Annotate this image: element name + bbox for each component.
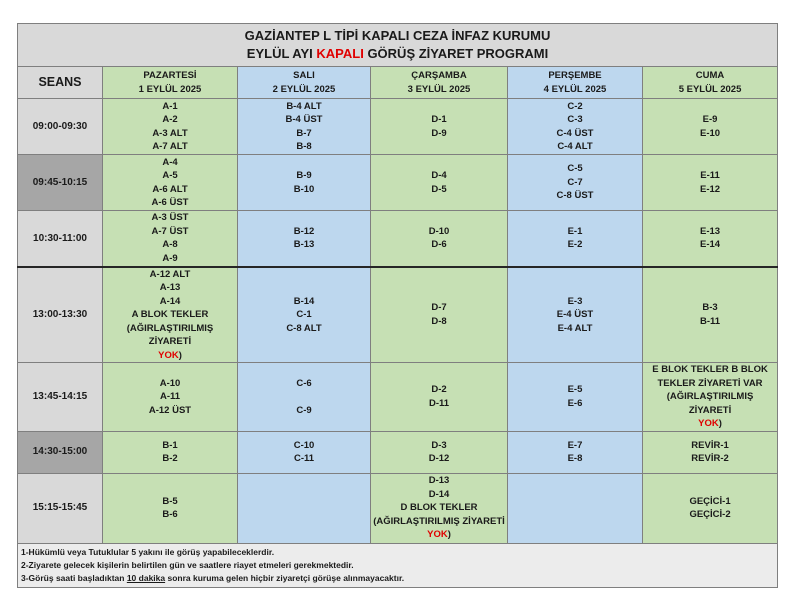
- schedule-cell-tuesday: [238, 473, 371, 543]
- schedule-cell-friday: [643, 267, 778, 363]
- block-entry: E-12: [699, 183, 721, 195]
- block-entry: B-13: [293, 239, 315, 251]
- block-entry: A-13: [159, 282, 181, 293]
- schedule-cell-thursday: [508, 267, 643, 363]
- block-entry: D-5: [431, 183, 447, 195]
- block-entry: E-4 ALT: [557, 322, 593, 334]
- schedule-row: [18, 431, 778, 473]
- block-entry: C-11: [293, 453, 315, 464]
- block-entry: A-14: [159, 295, 181, 307]
- block-entry: (AĞIRLAŞTIRILMIŞ ZİYARETİ: [666, 391, 754, 416]
- schedule-cell-tuesday: [238, 155, 371, 211]
- block-entry: C-5: [567, 163, 583, 175]
- block-entry: D-3: [431, 439, 447, 451]
- title-line-2: EYLÜL AYI KAPALI GÖRÜŞ ZİYARET PROGRAMI: [246, 46, 549, 61]
- schedule-cell-wednesday: [371, 431, 508, 473]
- schedule-cell-thursday: [508, 155, 643, 211]
- block-entry: A-1: [162, 100, 178, 112]
- block-entry: A BLOK TEKLER: [131, 309, 209, 320]
- schedule-cell-wednesday: [371, 211, 508, 267]
- block-entry: C-8 ALT: [286, 322, 322, 334]
- time-slot: 14:30-15:00: [18, 431, 103, 473]
- block-entry: E-14: [699, 239, 721, 251]
- block-entry: B-4 ALT: [286, 100, 322, 112]
- schedule-cell-monday: [103, 431, 238, 473]
- schedule-cell-tuesday: [238, 267, 371, 363]
- schedule-cell-friday: [643, 155, 778, 211]
- schedule-cell-wednesday: [371, 473, 508, 543]
- schedule-row: [18, 267, 778, 363]
- block-entry: B-8: [296, 141, 312, 152]
- schedule-cell-tuesday: [238, 431, 371, 473]
- day-header-thursday: PERŞEMBE 4 EYLÜL 2025: [508, 67, 643, 99]
- schedule-row: [18, 99, 778, 155]
- no-visit-note: YOK): [158, 349, 182, 361]
- block-entry: E-11: [700, 170, 720, 181]
- block-entry: B-2: [162, 453, 178, 464]
- block-entry: B-12: [293, 225, 315, 237]
- schedule-cell-monday: [103, 473, 238, 543]
- schedule-cell-monday: [103, 211, 238, 267]
- block-entry: A-11: [159, 391, 181, 402]
- notes-row: [18, 543, 778, 587]
- block-entry: (AĞIRLAŞTIRILMIŞ ZİYARETİ: [126, 322, 214, 347]
- block-entry: E-3: [567, 295, 583, 307]
- block-entry: D-14: [428, 488, 450, 500]
- schedule-cell-monday: [103, 267, 238, 363]
- note-2: 2-Ziyarete gelecek kişilerin belirtilen gün ve saatlere riayet etmeleri gerekmektedir.: [21, 559, 354, 570]
- block-entry: E-2: [567, 239, 583, 251]
- block-entry: E BLOK TEKLER B BLOK: [652, 364, 768, 375]
- schedule-row: [18, 363, 778, 432]
- block-entry: C-7: [567, 176, 583, 188]
- time-slot: 10:30-11:00: [18, 211, 103, 267]
- note-1: 1-Hükümlü veya Tutuklular 5 yakını ile görüş yapabileceklerdir.: [21, 546, 275, 557]
- schedule-cell-tuesday: [238, 211, 371, 267]
- block-entry: A-3 ALT: [152, 127, 188, 139]
- block-entry: A-5: [162, 170, 178, 181]
- block-entry: C-3: [567, 114, 583, 125]
- time-slot: 13:45-14:15: [18, 363, 103, 432]
- block-entry: D-10: [428, 225, 450, 237]
- block-entry: A-2: [162, 114, 178, 125]
- block-entry: A-4: [162, 156, 178, 168]
- ten-minutes: 10 dakika: [126, 572, 166, 583]
- day-header-monday: PAZARTESİ 1 EYLÜL 2025: [103, 67, 238, 99]
- block-entry: D-8: [431, 315, 447, 327]
- block-entry: C-10: [293, 439, 315, 451]
- block-entry: TEKLER ZİYARETİ VAR: [657, 377, 763, 389]
- schedule-cell-thursday: [508, 473, 643, 543]
- schedule-cell-monday: [103, 363, 238, 432]
- block-entry: A-6 ALT: [152, 183, 188, 195]
- note-3: 3-Görüş saati başladıktan 10 dakika sonra kuruma gelen hiçbir ziyaretçi görüşe alınmayacaktır.: [21, 572, 405, 583]
- block-entry: REVİR-2: [691, 453, 729, 464]
- block-entry: E-7: [567, 439, 583, 451]
- no-visit-red-text: YOK: [158, 349, 179, 361]
- time-slot: 15:15-15:45: [18, 473, 103, 543]
- day-header-wednesday: ÇARŞAMBA 3 EYLÜL 2025: [371, 67, 508, 99]
- block-entry: B-9: [296, 170, 312, 181]
- schedule-row: [18, 155, 778, 211]
- time-slot: 13:00-13:30: [18, 267, 103, 363]
- schedule-cell-thursday: [508, 99, 643, 155]
- block-entry: D-6: [431, 239, 447, 251]
- schedule-row: [18, 473, 778, 543]
- block-entry: B-1: [162, 439, 178, 451]
- schedule-cell-friday: [643, 99, 778, 155]
- block-entry: E-1: [567, 225, 583, 237]
- block-entry: B-6: [162, 509, 178, 520]
- block-entry: E-8: [567, 453, 583, 464]
- block-entry: D-2: [431, 384, 447, 396]
- schedule-cell-friday: [643, 211, 778, 267]
- no-visit-red-text: YOK: [698, 418, 719, 429]
- block-entry: E-9: [702, 114, 718, 125]
- header-row: [18, 67, 778, 99]
- block-entry: B-7: [296, 127, 312, 139]
- block-entry: B-14: [293, 295, 315, 307]
- block-entry: C-9: [296, 404, 312, 416]
- block-entry: D-1: [431, 114, 447, 125]
- block-entry: D-11: [428, 397, 450, 409]
- block-entry: (AĞIRLAŞTIRILMIŞ ZİYARETİ: [373, 515, 505, 527]
- no-visit-note: YOK): [698, 418, 722, 429]
- day-header-tuesday: SALI 2 EYLÜL 2025: [238, 67, 371, 99]
- block-entry: C-4 ÜST: [556, 127, 594, 139]
- block-entry: C-2: [567, 100, 583, 112]
- block-entry: C-8 ÜST: [556, 190, 594, 202]
- page-title: [18, 24, 778, 67]
- time-slot: 09:45-10:15: [18, 155, 103, 211]
- block-entry: A-7 ALT: [152, 141, 188, 152]
- block-entry: C-4 ALT: [557, 141, 593, 152]
- block-entry: GEÇİCİ-1: [689, 495, 731, 507]
- seans-header: SEANS: [18, 67, 103, 99]
- schedule-cell-friday: [643, 431, 778, 473]
- block-entry: A-3 ÜST: [151, 212, 189, 224]
- block-entry: C-6: [296, 377, 312, 389]
- block-entry: A-6 ÜST: [151, 197, 189, 208]
- block-entry: B-3: [702, 302, 718, 314]
- block-entry: E-6: [567, 397, 583, 409]
- closed-highlight: KAPALI: [316, 46, 364, 61]
- schedule-cell-wednesday: [371, 267, 508, 363]
- title-line-1: GAZİANTEP L TİPİ KAPALI CEZA İNFAZ KURUMU: [244, 28, 551, 43]
- block-entry: B-5: [162, 495, 178, 507]
- block-entry: D-7: [431, 302, 447, 314]
- schedule-cell-tuesday: [238, 363, 371, 432]
- schedule-cell-thursday: [508, 363, 643, 432]
- block-entry: A-12 ALT: [149, 268, 191, 280]
- block-entry: D-4: [431, 170, 447, 181]
- schedule-cell-thursday: [508, 211, 643, 267]
- block-entry: C-1: [296, 309, 312, 320]
- block-entry: D BLOK TEKLER: [400, 502, 478, 514]
- block-entry: D-12: [428, 453, 450, 464]
- schedule-cell-monday: [103, 99, 238, 155]
- block-entry: A-10: [159, 377, 181, 389]
- block-entry: GEÇİCİ-2: [689, 509, 731, 520]
- block-entry: A-7 ÜST: [151, 225, 189, 237]
- schedule-cell-wednesday: [371, 363, 508, 432]
- schedule-cell-monday: [103, 155, 238, 211]
- block-entry: A-9: [162, 252, 178, 264]
- day-header-friday: CUMA 5 EYLÜL 2025: [643, 67, 778, 99]
- schedule-cell-tuesday: [238, 99, 371, 155]
- block-entry: B-11: [699, 315, 721, 327]
- block-entry: B-4 ÜST: [285, 114, 323, 125]
- block-entry: E-13: [699, 225, 721, 237]
- block-entry: D-9: [431, 127, 447, 139]
- time-slot: 09:00-09:30: [18, 99, 103, 155]
- block-entry: E-5: [567, 384, 583, 396]
- no-visit-red-text: YOK: [427, 529, 448, 541]
- schedule-cell-wednesday: [371, 155, 508, 211]
- schedule-cell-friday: [643, 473, 778, 543]
- schedule-cell-wednesday: [371, 99, 508, 155]
- block-entry: B-10: [293, 183, 315, 195]
- schedule-row: [18, 211, 778, 267]
- block-entry: E-4 ÜST: [556, 309, 594, 320]
- notes: [18, 543, 778, 587]
- schedule-cell-friday: [643, 363, 778, 432]
- block-entry: REVİR-1: [691, 439, 729, 451]
- block-entry: A-12 ÜST: [148, 404, 192, 416]
- block-entry: D-13: [428, 475, 450, 487]
- block-entry: E-10: [699, 127, 721, 139]
- visit-schedule-table: [17, 23, 778, 588]
- no-visit-note: YOK): [427, 529, 451, 541]
- block-entry: A-8: [162, 239, 178, 251]
- schedule-cell-thursday: [508, 431, 643, 473]
